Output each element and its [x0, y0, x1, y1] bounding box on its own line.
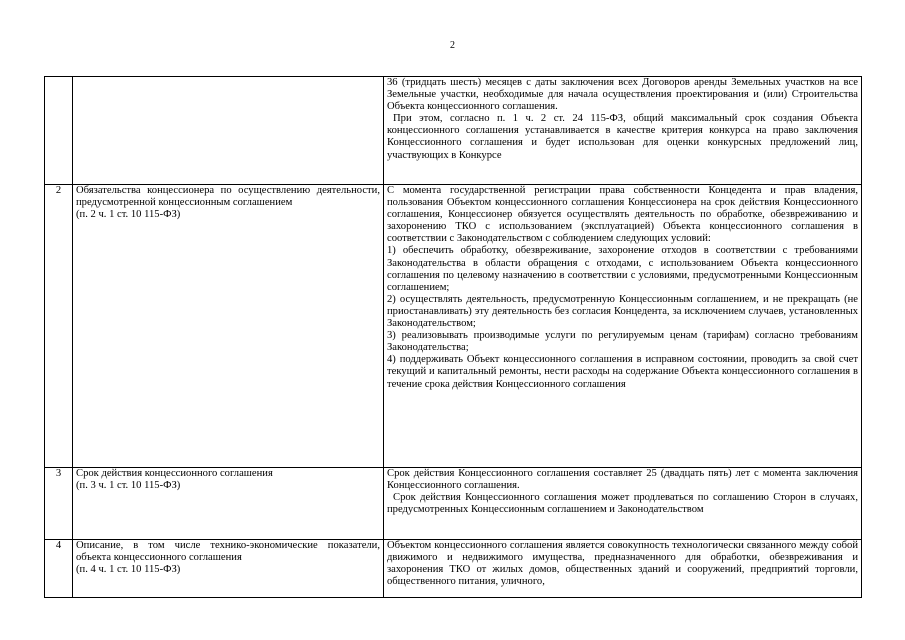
description-paragraph: 4) поддерживать Объект концессионного соглашения в исправном состоянии, проводить за свой счет текущий и капитальный ремонты, нести расходы на содержание Объекта концессионного соглашения в течение срока действия Концессионного соглашения	[387, 354, 858, 390]
row-title-cell	[73, 77, 384, 185]
row-title: Описание, в том числе технико-экономические показатели, объекта концессионного соглашения	[76, 540, 380, 564]
description-paragraph: С момента государственной регистрации права собственности Концедента и прав владения, пользования Объектом концессионного соглашения Концессионера на срок действия Концессионного соглашения, Концессионер обязуется осуществлять деятельность по обработке, обезвреживанию и захоронению ТКО с использованием (эксплуатацией) Объекта концессионного соглашения в соответствии с Законодательством с соблюдением следующих условий:	[387, 185, 858, 245]
row-number: 2	[45, 185, 73, 468]
row-description-cell	[384, 77, 862, 185]
row-number	[45, 77, 73, 185]
row-title: Обязательства концессионера по осуществлению деятельности, предусмотренной концессионным соглашением	[76, 185, 380, 209]
row-title: Срок действия концессионного соглашения	[76, 468, 273, 479]
description-paragraph: Срок действия Концессионного соглашения составляет 25 (двадцать пять) лет с момента заключения Концессионного соглашения.	[387, 468, 858, 492]
description-paragraph: При этом, согласно п. 1 ч. 2 ст. 24 115-ФЗ, общий максимальный срок создания Объекта концессионного соглашения устанавливается в качестве критерия конкурса на право заключения Концессионного соглашения и будет использован для оценки конкурсных предложений лиц, участвующих в Конкурсе	[387, 113, 858, 161]
description-paragraph: Срок действия Концессионного соглашения может продлеваться по соглашению Сторон в случаях, предусмотренных Концессионным соглашением и Законодательством	[387, 492, 858, 516]
table-row	[45, 77, 862, 185]
description-paragraph: 36 (тридцать шесть) месяцев с даты заключения всех Договоров аренды Земельных участков на все Земельные участки, необходимые для начала осуществления проектирования и (или) Строительства Объекта концессионного соглашения.	[387, 77, 858, 113]
row-reference: (п. 2 ч. 1 ст. 10 115-ФЗ)	[76, 209, 181, 221]
table-row	[45, 540, 862, 598]
row-description-cell	[384, 468, 862, 540]
description-paragraph: Объектом концессионного соглашения является совокупность технологически связанного между собой движимого и недвижимого имущества, предназначенного для обработки, обезвреживания и захоронения ТКО от жилых домов, общественных зданий и сооружений, предприятий торговли, общественного питания, уличного,	[387, 540, 858, 588]
row-title-cell	[73, 540, 384, 598]
description-paragraph: 2) осуществлять деятельность, предусмотренную Концессионным соглашением, и не прекращать (не приостанавливать) эту деятельность без согласия Концедента, за исключением случаев, установленных Законодательством;	[387, 293, 858, 330]
page-number: 2	[450, 40, 455, 51]
description-paragraph: 1) обеспечить обработку, обезвреживание, захоронение отходов в соответствии с требованиями Законодательства в области обращения с отходами, с использованием Объекта концессионного соглашения по целевому назначению в соответствии с условиями, предусмотренными Концессионным соглашением;	[387, 245, 858, 293]
table-row	[45, 185, 862, 468]
row-title-cell	[73, 468, 384, 540]
table-row	[45, 468, 862, 540]
row-reference: (п. 4 ч. 1 ст. 10 115-ФЗ)	[76, 564, 181, 576]
row-title-cell	[73, 185, 384, 468]
row-number: 4	[45, 540, 73, 598]
row-description-cell	[384, 540, 862, 598]
concession-terms-table	[44, 76, 862, 598]
row-description-cell	[384, 185, 862, 468]
row-number: 3	[45, 468, 73, 540]
row-reference: (п. 3 ч. 1 ст. 10 115-ФЗ)	[76, 480, 181, 492]
description-paragraph: 3) реализовывать производимые услуги по регулируемым ценам (тарифам) согласно требованиям Законодательства;	[387, 330, 858, 354]
